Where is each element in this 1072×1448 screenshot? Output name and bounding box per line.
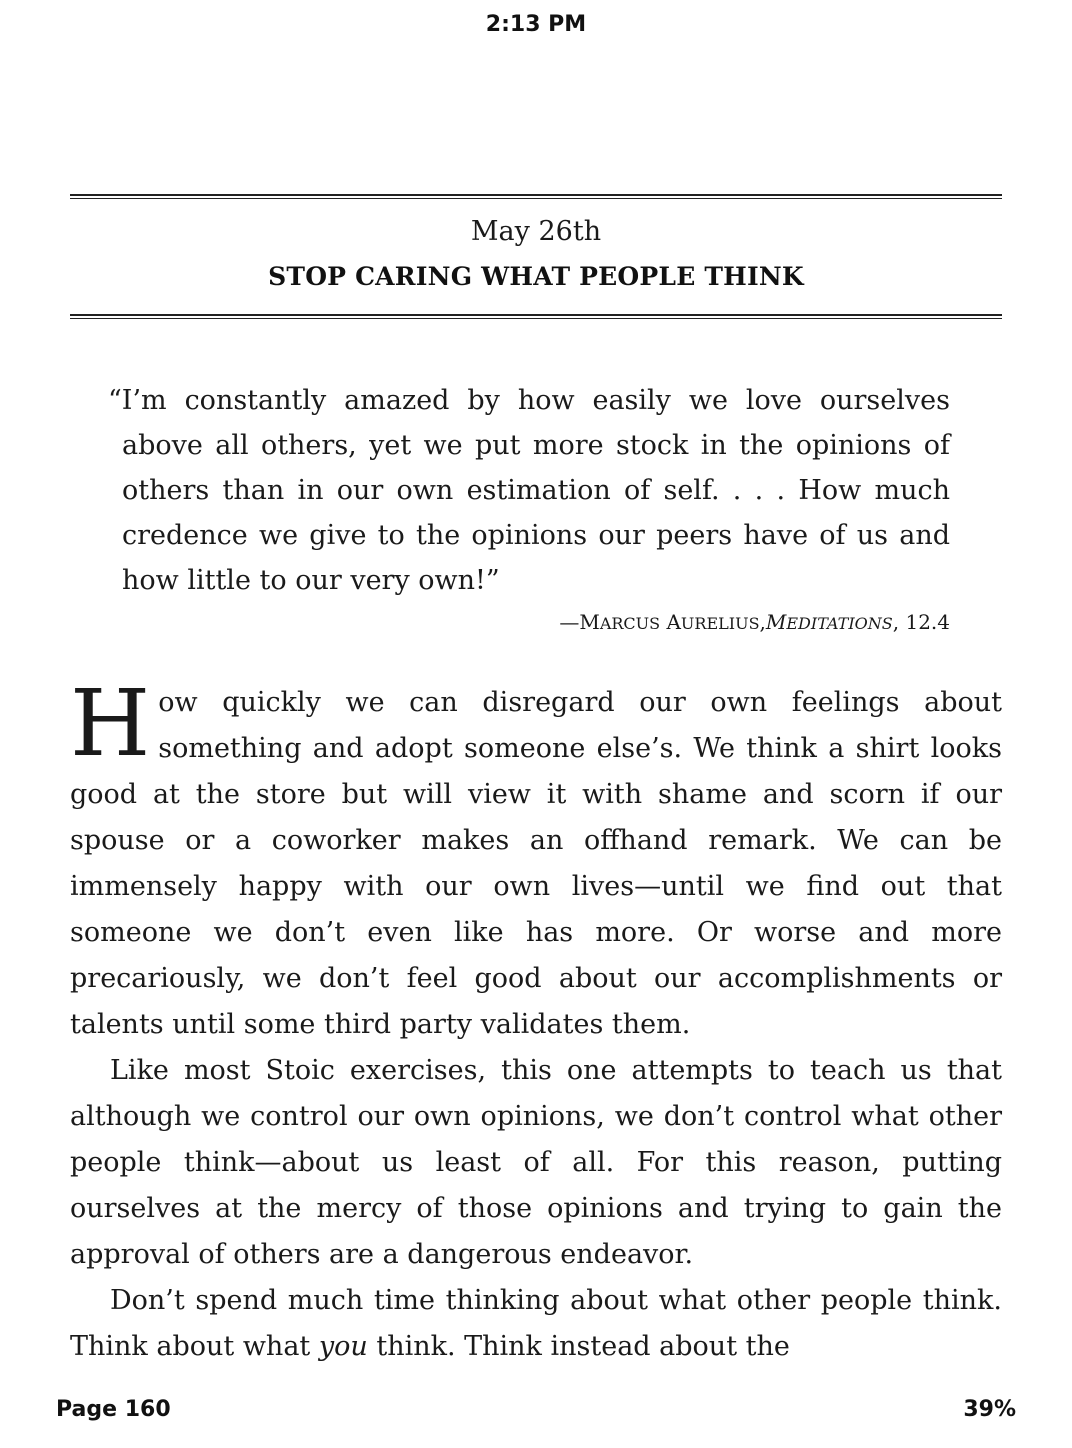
attribution-author-initial-last: A: [666, 610, 681, 634]
body-paragraph-3: [70, 1278, 1002, 1370]
attribution-dash: —: [559, 610, 580, 634]
attribution-work-initial: M: [765, 610, 787, 634]
epigraph-attribution: [559, 610, 950, 634]
status-bar-time: 2:13 PM: [485, 12, 587, 37]
chapter-header-top-rule: [70, 194, 1002, 199]
page-number-label: Page 160: [56, 1397, 171, 1422]
chapter-header-bottom-rule: [70, 314, 1002, 319]
attribution-author-first-rest: ARCUS: [599, 614, 661, 633]
attribution-comma: ,: [759, 610, 766, 634]
attribution-reference: , 12.4: [892, 610, 950, 634]
attribution-author-last-rest: URELIUS: [680, 614, 760, 633]
body-paragraph-3-emphasis: you: [318, 1331, 368, 1362]
reading-progress-percent: 39%: [963, 1397, 1016, 1422]
body-paragraph-1-text: ow quickly we can disregard our own feelings about something and adopt someone else’s. We think a shirt looks good at the store but will view it with shame and scorn if our spouse or a coworker makes an offhand remark. We can be immensely happy with our own lives—until we find out that someone we don’t even like has more. Or worse and more precariously, we don’t feel good about our accomplishments or talents until some third party validates them.: [70, 687, 1002, 1040]
chapter-title: STOP CARING WHAT PEOPLE THINK: [268, 262, 804, 291]
attribution-work-rest: EDITATIONS: [786, 614, 893, 633]
reading-body: [70, 670, 1002, 1370]
chapter-date: May 26th: [470, 216, 602, 247]
epigraph-quote: “I’m constantly amazed by how easily we love ourselves above all others, yet we put more stock in the opinions of others than in our own estimation of self. . . . How much credence we give to the opinions our peers have of us and how little to our very own!”: [108, 385, 950, 596]
body-paragraph-2: Like most Stoic exercises, this one attempts to teach us that although we control our own opinions, we don’t control what other people think—about us least of all. For this reason, putting ourselves at the mercy of those opinions and trying to gain the approval of others are a dangerous endeavor.: [70, 1055, 1002, 1270]
body-paragraph-3-text-before: Don’t spend much time thinking about what other people think. Think about what: [70, 1285, 1002, 1362]
attribution-author-initial-first: M: [579, 610, 600, 634]
drop-cap: H: [70, 670, 151, 777]
body-paragraph-3-text-after: think. Think instead about the: [367, 1331, 790, 1362]
body-paragraph-1: [70, 670, 1002, 1048]
